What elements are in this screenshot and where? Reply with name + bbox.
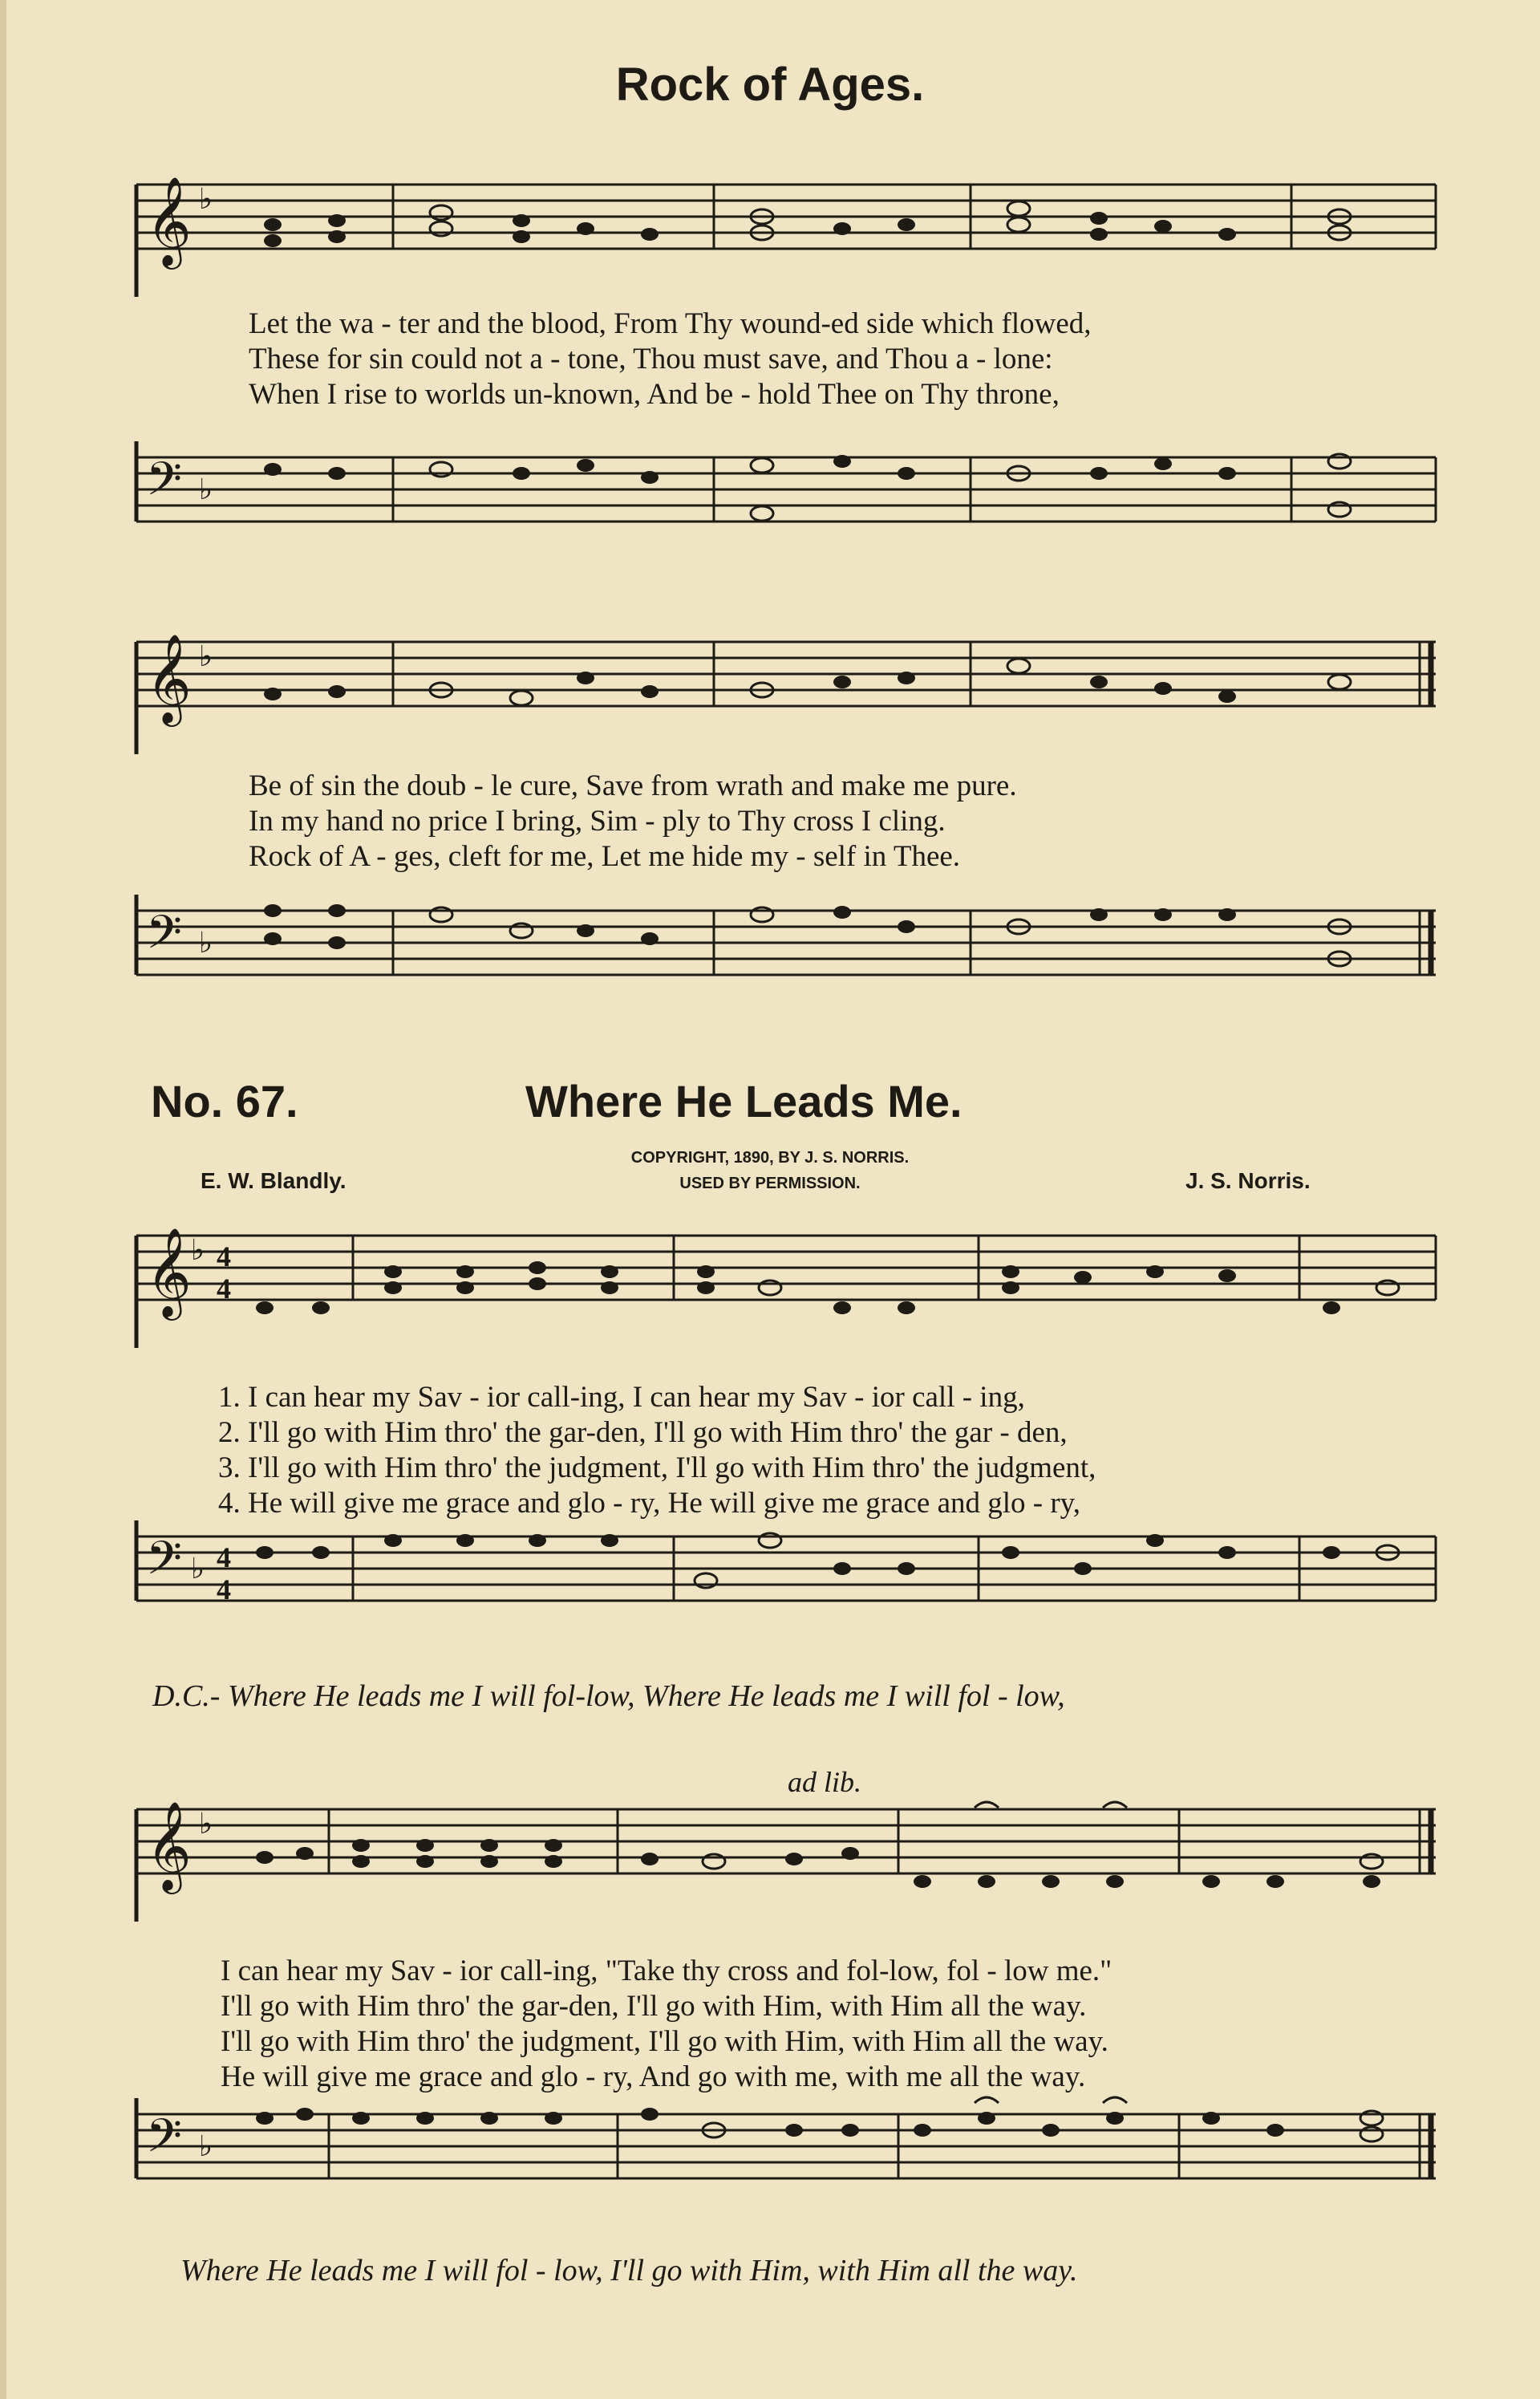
svg-text:4: 4 [217, 1573, 231, 1605]
refrain-line: Where He leads me I will fol - low, I'll go with Him, with Him all the way. [180, 2254, 1078, 2287]
svg-text:4: 4 [217, 1240, 231, 1273]
bass-staff-system-4 [136, 2098, 1436, 2218]
hymn-title-where-he-leads-me: Where He Leads Me. [525, 1076, 962, 1126]
svg-text:𝄞: 𝄞 [146, 176, 192, 266]
lyricist: E. W. Blandly. [201, 1168, 346, 1193]
lyric-line: In my hand no price I bring, Sim - ply to Thy cross I cling. [249, 805, 946, 838]
treble-staff-system-4 [136, 1801, 1436, 1922]
svg-text:4: 4 [217, 1273, 231, 1305]
svg-text:♭: ♭ [199, 927, 213, 959]
treble-staff-system-3 [136, 1228, 1436, 1348]
verse-line: 1. I can hear my Sav - ior call-ing, I can hear my Sav - ior call - ing, [218, 1381, 1025, 1414]
hymn-title-rock-of-ages: Rock of Ages. [615, 59, 925, 111]
lyric-line: Let the wa - ter and the blood, From Thy wound-ed side which flowed, [249, 307, 1092, 340]
svg-text:♭: ♭ [199, 1808, 213, 1840]
verse-line: I'll go with Him thro' the judgment, I'll go with Him, with Him all the way. [221, 2025, 1108, 2058]
svg-text:𝄞: 𝄞 [146, 633, 192, 723]
hymn-number: No. 67. [151, 1076, 298, 1126]
bass-staff-system-1 [136, 441, 1436, 546]
treble-staff-system-2 [136, 634, 1436, 754]
svg-text:♭: ♭ [199, 473, 213, 505]
bass-staff-system-3 [136, 1520, 1436, 1641]
verse-line: I can hear my Sav - ior call-ing, "Take thy cross and fol-low, fol - low me." [221, 1955, 1112, 1987]
copyright-line: COPYRIGHT, 1890, BY J. S. NORRIS. [630, 1149, 910, 1167]
verse-line: 3. I'll go with Him thro' the judgment, I'll go with Him thro' the judgment, [218, 1451, 1096, 1484]
svg-text:♭: ♭ [191, 1553, 205, 1585]
bass-staff-system-2 [136, 895, 1436, 1015]
verses-part-2 [221, 1954, 1112, 2095]
svg-text:♭: ♭ [191, 1234, 205, 1266]
verses-part-1 [218, 1380, 1096, 1521]
svg-text:𝄢: 𝄢 [146, 452, 183, 518]
svg-text:𝄞: 𝄞 [146, 1800, 192, 1890]
lyric-line: When I rise to worlds un-known, And be - hold Thee on Thy throne, [249, 378, 1060, 411]
svg-text:4: 4 [217, 1541, 231, 1573]
ad-lib-marking: ad lib. [788, 1766, 862, 1798]
verse-line: I'll go with Him thro' the gar-den, I'll go with Him, with Him all the way. [221, 1990, 1087, 2023]
lyrics-rock-of-ages-system-2 [249, 769, 1017, 875]
svg-text:𝄢: 𝄢 [146, 905, 183, 971]
page-edge [0, 0, 6, 2399]
svg-text:♭: ♭ [199, 183, 213, 215]
verse-line: 4. He will give me grace and glo - ry, He will give me grace and glo - ry, [218, 1487, 1081, 1520]
svg-text:♭: ♭ [199, 2130, 213, 2162]
da-capo-line: D.C.- Where He leads me I will fol-low, Where He leads me I will fol - low, [152, 1679, 1065, 1713]
svg-text:𝄞: 𝄞 [146, 1227, 192, 1317]
svg-text:𝄢: 𝄢 [146, 1531, 183, 1597]
treble-staff-system-1 [136, 177, 1436, 297]
lyric-line: Rock of A - ges, cleft for me, Let me hide my - self in Thee. [249, 840, 961, 873]
verse-line: He will give me grace and glo - ry, And go with me, with me all the way. [221, 2060, 1086, 2093]
svg-text:♭: ♭ [199, 640, 213, 672]
composer: J. S. Norris. [1185, 1168, 1311, 1193]
svg-text:𝄢: 𝄢 [146, 2109, 183, 2174]
verse-line: 2. I'll go with Him thro' the gar-den, I'll go with Him thro' the gar - den, [218, 1416, 1068, 1449]
lyric-line: These for sin could not a - tone, Thou must save, and Thou a - lone: [249, 343, 1053, 375]
lyric-line: Be of sin the doub - le cure, Save from wrath and make me pure. [249, 769, 1017, 802]
permission-line: USED BY PERMISSION. [679, 1175, 861, 1192]
lyrics-rock-of-ages-system-1 [249, 306, 1092, 412]
